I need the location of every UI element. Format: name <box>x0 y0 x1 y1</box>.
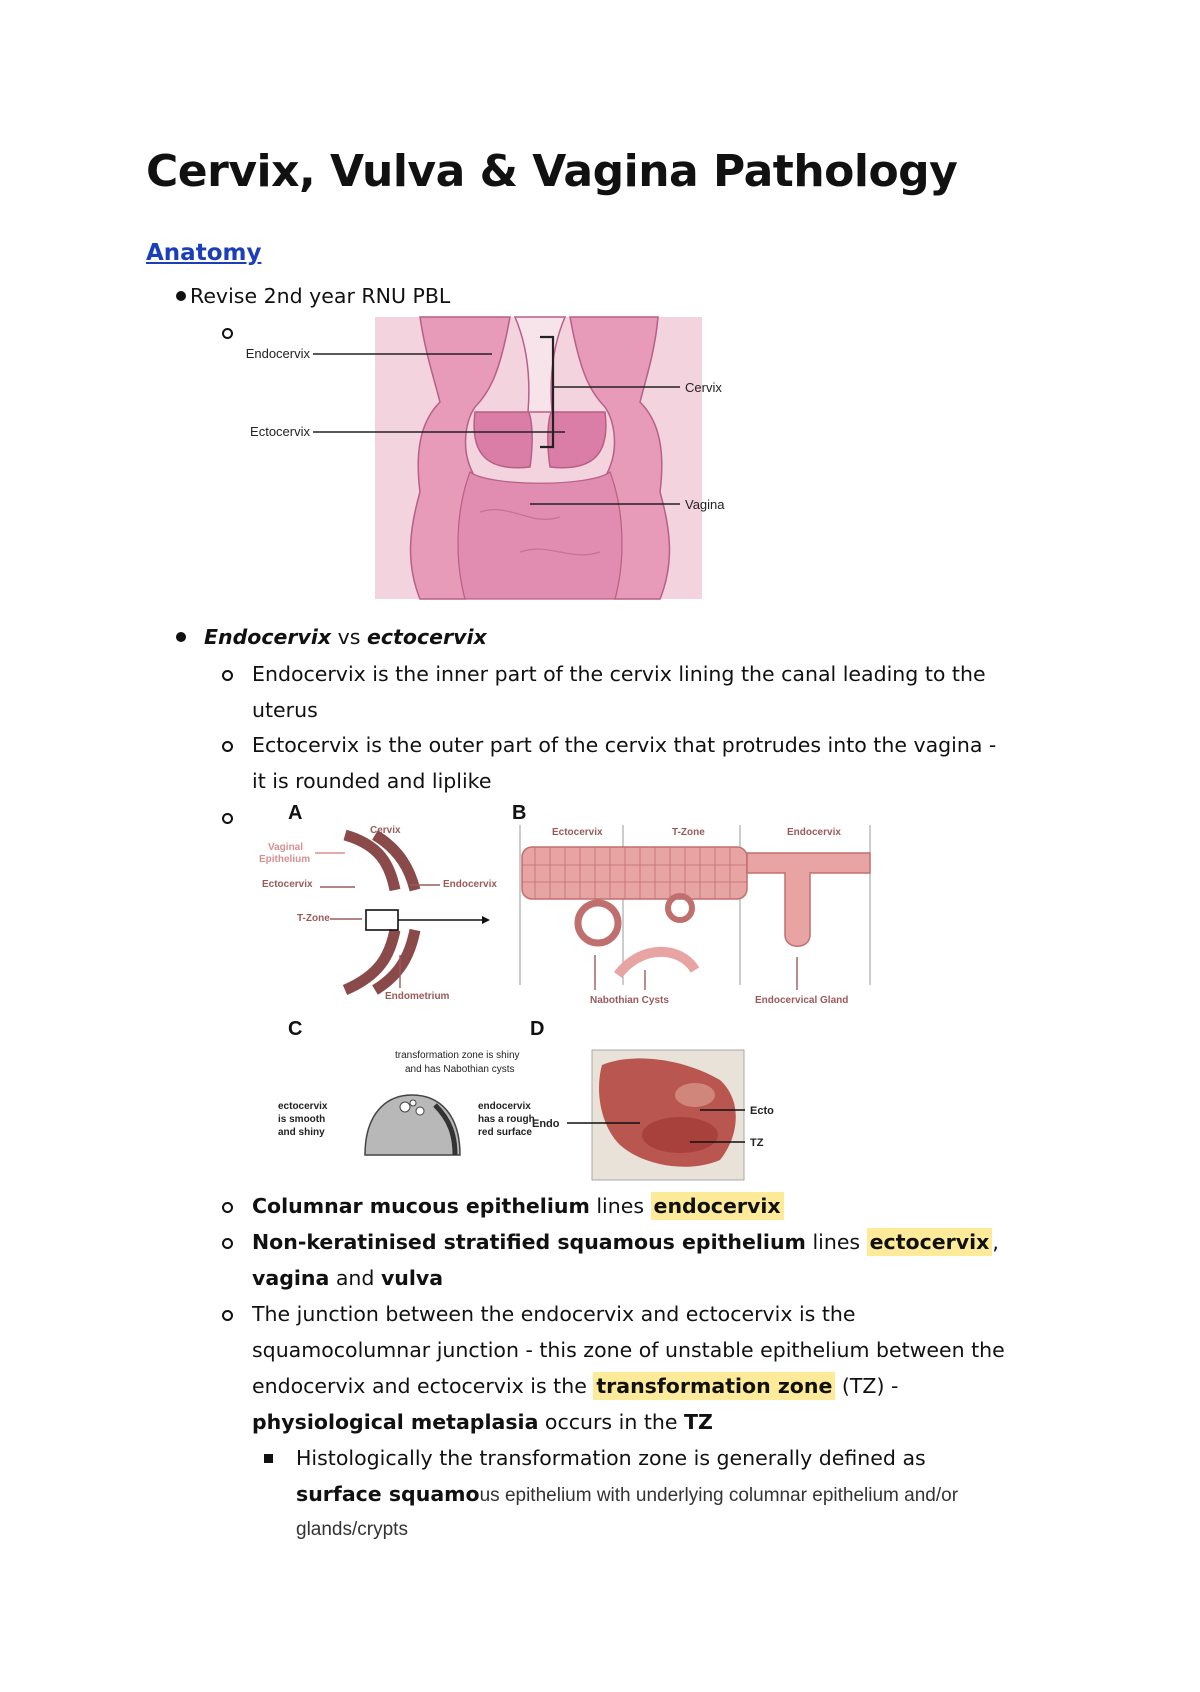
junction-line-1: The junction between the endocervix and ectocervix is the <box>252 1302 856 1326</box>
squamous-item-line-2 <box>252 1260 443 1296</box>
d-tz-zone <box>642 1117 718 1153</box>
a-cervix-label: Cervix <box>370 825 401 836</box>
metaplasia-term: physiological metaplasia <box>252 1410 539 1434</box>
panel-d-label: D <box>530 1018 545 1040</box>
histology-line-3: glands/crypts <box>296 1519 408 1540</box>
bullet-circle <box>222 813 233 824</box>
d-tz-label: TZ <box>750 1137 764 1149</box>
d-endo-label: Endo <box>532 1118 560 1130</box>
d-ecto-area <box>675 1083 715 1107</box>
bullet-disc <box>176 632 186 642</box>
columnar-term: Columnar mucous epithelium <box>252 1194 590 1218</box>
surface-squamo-term: surface squamo <box>296 1482 480 1506</box>
squamous-term: Non-keratinised stratified squamous epithelium <box>252 1230 806 1254</box>
occurs-text: occurs in the <box>538 1410 684 1434</box>
endocervix-term: Endocervix <box>204 625 332 649</box>
vaginal-canal <box>458 472 622 599</box>
bullet-circle <box>222 1238 233 1249</box>
bullet-disc <box>176 291 186 301</box>
junction-line-2: squamocolumnar junction - this zone of unstable epithelium between the <box>252 1338 1005 1362</box>
bullet-square <box>264 1454 273 1463</box>
a-lower-lip <box>345 930 415 990</box>
lines-text: lines <box>805 1230 867 1254</box>
c-cyst-3 <box>410 1100 416 1106</box>
c-top-line-1: transformation zone is shiny <box>395 1050 520 1061</box>
a-ectocervix-label: Ectocervix <box>262 879 313 890</box>
b-squamous-layer <box>522 847 747 899</box>
c-right-line-1: endocervix <box>478 1101 531 1112</box>
cervix-anatomy-figure <box>230 312 810 604</box>
tz-abbrev-text: (TZ) - <box>835 1374 899 1398</box>
columnar-item <box>252 1188 784 1224</box>
c-top-line-2: and has Nabothian cysts <box>405 1064 515 1075</box>
b-nabothian-label: Nabothian Cysts <box>590 995 669 1006</box>
ectocervix-label: Ectocervix <box>250 424 310 439</box>
page-title: Cervix, Vulva & Vagina Pathology <box>146 146 958 197</box>
b-nabothian-cyst-1 <box>578 903 618 943</box>
c-right-line-3: red surface <box>478 1127 532 1138</box>
panel-b-label: B <box>512 802 527 824</box>
tz-term: TZ <box>684 1410 713 1434</box>
panel-c-label: C <box>288 1018 303 1040</box>
bullet-circle <box>222 1202 233 1213</box>
b-crypt <box>618 952 695 975</box>
b-ectocervix-label: Ectocervix <box>552 827 603 838</box>
comma-text: , <box>992 1230 999 1254</box>
a-tzone-box <box>366 910 398 930</box>
ectocervix-definition-line-2: it is rounded and liplike <box>252 769 492 793</box>
endocervix-highlight: endocervix <box>651 1192 784 1220</box>
c-left-line-3: and shiny <box>278 1127 325 1138</box>
a-endocervix-label: Endocervix <box>443 879 497 890</box>
c-left-line-2: is smooth <box>278 1114 326 1125</box>
d-ecto-label: Ecto <box>750 1105 774 1117</box>
a-endometrium-label: Endometrium <box>385 991 450 1002</box>
b-columnar-layer <box>747 853 870 946</box>
lines-text: lines <box>589 1194 651 1218</box>
vs-text: vs <box>331 625 367 649</box>
histology-line-1: Histologically the transformation zone is generally defined as <box>296 1446 926 1470</box>
squamous-item-line-1 <box>252 1224 999 1260</box>
b-gland-label: Endocervical Gland <box>755 995 849 1006</box>
junction-line-4 <box>252 1404 713 1440</box>
ectocervix-highlight: ectocervix <box>867 1228 993 1256</box>
c-left-line-1: ectocervix <box>278 1101 328 1112</box>
bullet-circle <box>222 670 233 681</box>
bullet-circle <box>222 741 233 752</box>
revise-item: Revise 2nd year RNU PBL <box>190 284 451 308</box>
endo-vs-ecto-item <box>204 619 487 655</box>
c-cyst-2 <box>416 1107 424 1115</box>
and-text: and <box>329 1266 381 1290</box>
ectocervix-definition-line-1: Ectocervix is the outer part of the cervix that protrudes into the vagina - <box>252 733 997 757</box>
bullet-circle <box>222 1310 233 1321</box>
b-endocervix-label: Endocervix <box>787 827 841 838</box>
vagina-term: vagina <box>252 1266 330 1290</box>
histology-continuation: us epithelium with underlying columnar epithelium and/or <box>479 1485 959 1506</box>
junction-text: endocervix and ectocervix is the <box>252 1374 594 1398</box>
a-upper-lip <box>345 835 415 890</box>
transformation-zone-figure <box>250 795 890 1185</box>
b-tzone-label: T-Zone <box>672 827 705 838</box>
endocervix-definition-line-1: Endocervix is the inner part of the cervix lining the canal leading to the <box>252 662 986 686</box>
transformation-zone-highlight: transformation zone <box>593 1372 835 1400</box>
c-right-line-2: has a rough <box>478 1114 535 1125</box>
a-epithelium-label: Epithelium <box>259 854 311 865</box>
endocervix-label: Endocervix <box>245 346 310 361</box>
anatomy-section-link[interactable]: Anatomy <box>146 240 262 266</box>
c-cyst-1 <box>400 1102 410 1112</box>
junction-line-3 <box>252 1368 898 1404</box>
panel-a-label: A <box>288 802 303 824</box>
vagina-label: Vagina <box>685 497 725 512</box>
endocervix-definition-line-2: uterus <box>252 698 318 722</box>
a-vaginal-label: Vaginal <box>268 842 304 853</box>
cervix-label: Cervix <box>685 380 722 395</box>
ectocervix-term: ectocervix <box>367 625 487 649</box>
vulva-term: vulva <box>380 1266 444 1290</box>
histology-line-2 <box>296 1476 958 1514</box>
a-tzone-label: T-Zone <box>297 913 330 924</box>
